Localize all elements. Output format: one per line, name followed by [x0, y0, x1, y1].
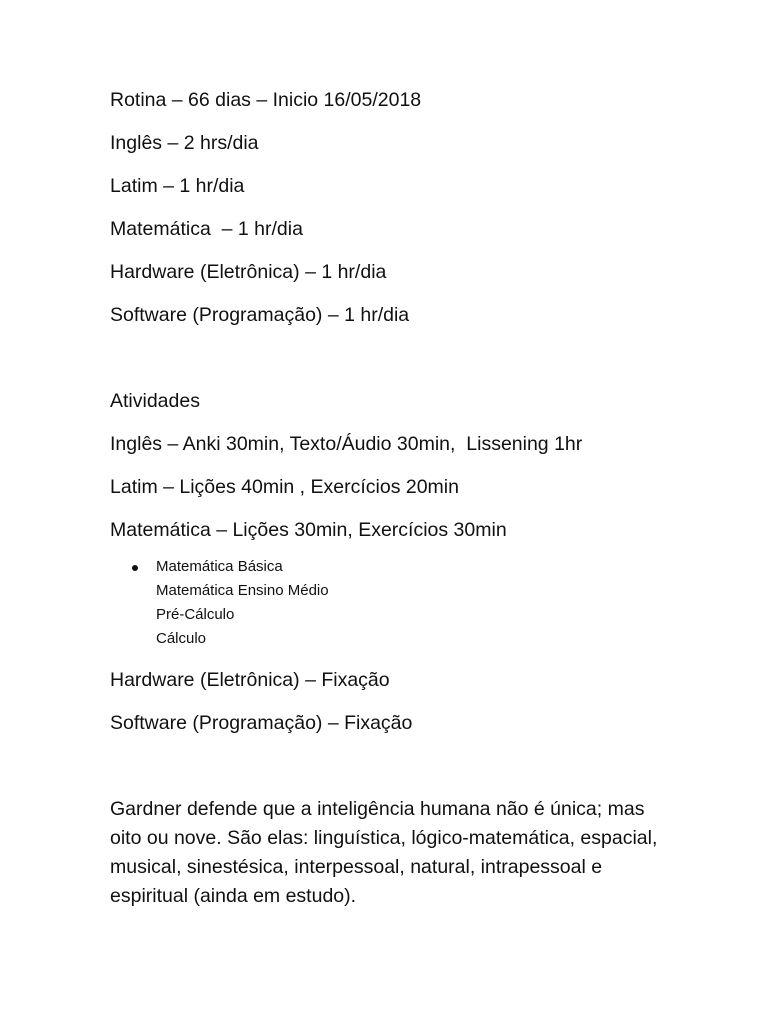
math-topic-basic: Matemática Básica	[156, 558, 283, 575]
english-schedule-line: Inglês – 2 hrs/dia	[110, 132, 259, 154]
latin-activities-line: Latim – Lições 40min , Exercícios 20min	[110, 476, 459, 498]
english-activities-line: Inglês – Anki 30min, Texto/Áudio 30min, Lissening 1hr	[110, 433, 583, 455]
software-fixation-line: Software (Programação) – Fixação	[110, 712, 413, 734]
bullet-icon	[132, 565, 138, 571]
math-topic-high-school: Matemática Ensino Médio	[156, 582, 329, 599]
latin-schedule-line: Latim – 1 hr/dia	[110, 175, 245, 197]
gardner-paragraph: Gardner defende que a inteligência humana não é única; mas oito ou nove. São elas: linguística, lógico-matemática, espacial, musical, sinestésica, interpessoal, natural, intrapessoal e espiritual (ainda em estudo).	[110, 798, 658, 907]
activities-heading: Atividades	[110, 390, 200, 412]
routine-title-line: Rotina – 66 dias – Inicio 16/05/2018	[110, 89, 422, 111]
hardware-schedule-line: Hardware (Eletrônica) – 1 hr/dia	[110, 261, 387, 283]
hardware-fixation-line: Hardware (Eletrônica) – Fixação	[110, 669, 390, 691]
software-schedule-line: Software (Programação) – 1 hr/dia	[110, 304, 410, 326]
math-topic-calculus: Cálculo	[156, 630, 207, 647]
math-topic-precalculus: Pré-Cálculo	[156, 606, 235, 623]
math-schedule-line: Matemática – 1 hr/dia	[110, 218, 303, 240]
math-activities-line: Matemática – Lições 30min, Exercícios 30min	[110, 519, 507, 541]
